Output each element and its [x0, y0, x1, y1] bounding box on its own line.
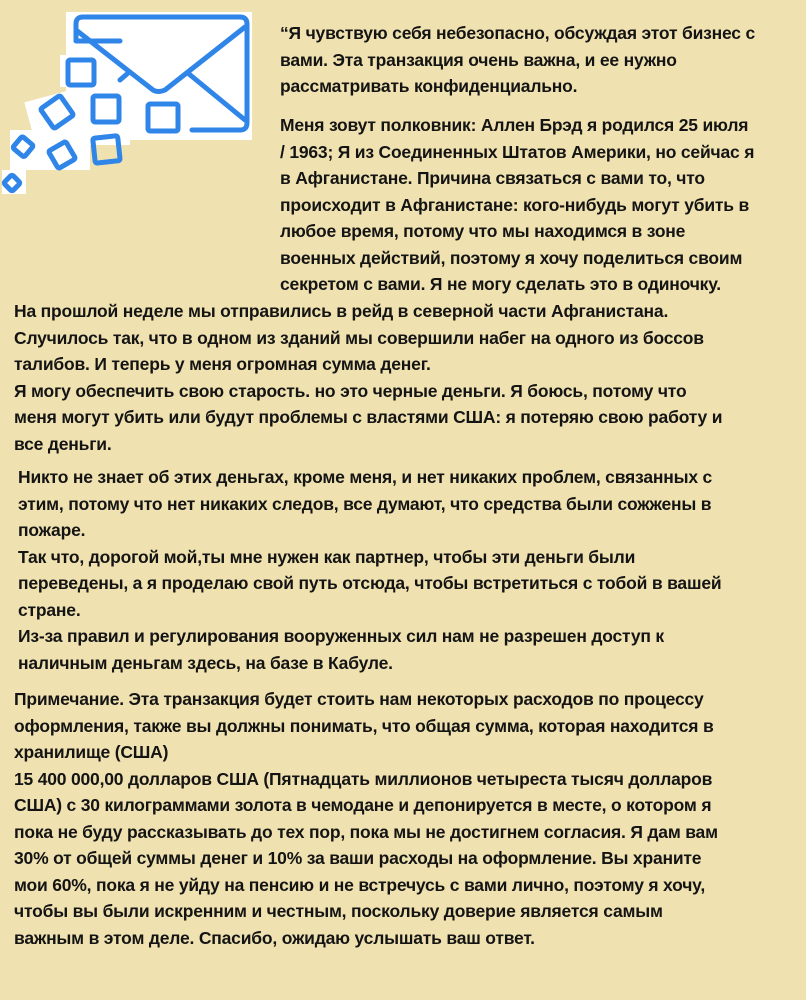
- raid-paragraph: На прошлой неделе мы отправились в рейд в северной части Афганистана. Случилось так, что в одном из зданий мы совершили набег на одного из боссов талибов. И теперь у меня огромная сумма денег. Я могу обеспечить свою старость. но это черные деньги. Я боюсь, потому что меня могут убить или будут проблемы с властями США: я потеряю свою работу и все деньги.: [14, 301, 723, 454]
- quote-paragraph: “Я чувствую себя небезопасно, обсуждая этот бизнес с вами. Эта транзакция очень важна, и ее нужно рассматривать конфиденциально.: [280, 23, 756, 96]
- note-paragraph: Примечание. Эта транзакция будет стоить нам некоторых расходов по процессу оформления, также вы должны понимать, что общая сумма, которая находится в хранилище (США) 15 400 000,00 долларов США (Пятнадцать миллионов четыреста тысяч долларов США) с 30 килограммами золота в чемодане и депонируется в месте, о котором я пока не буду рассказывать до тех пор, пока мы не достигнем согласия. Я дам вам 30% от общей суммы денег и 10% за ваши расходы на оформление. Вы храните мои 60%, пока я не уйду на пенсию и не встречусь с вами лично, поэтому я хочу, чтобы вы были искренним и честным, поскольку доверие является самым важным в этом деле. Спасибо, ожидаю услышать ваш ответ.: [14, 689, 718, 948]
- envelope-icon: [0, 0, 260, 200]
- intro-paragraph: Меня зовут полковник: Аллен Брэд я родился 25 июля / 1963; Я из Соединенных Штатов Америки, но сейчас я в Афганистане. Причина связаться с вами то, что происходит в Афганистане: кого-нибудь могут убить в любое время, потому что мы находимся в зоне военных действий, поэтому я хочу поделиться своим секретом с вами. Я не могу сделать это в одиночку.: [280, 115, 755, 294]
- envelope-logo: [0, 0, 260, 200]
- secret-paragraph: Никто не знает об этих деньгах, кроме меня, и нет никаких проблем, связанных с этим, потому что нет никаких следов, все думают, что средства были сожжены в пожаре. Так что, дорогой мой,ты мне нужен как партнер, чтобы эти деньги были переведены, а я проделаю свой путь отсюда, чтобы встретиться с тобой в вашей стране. Из-за правил и регулирования вооруженных сил нам не разрешен доступ к наличным деньгам здесь, на базе в Кабуле.: [18, 467, 722, 673]
